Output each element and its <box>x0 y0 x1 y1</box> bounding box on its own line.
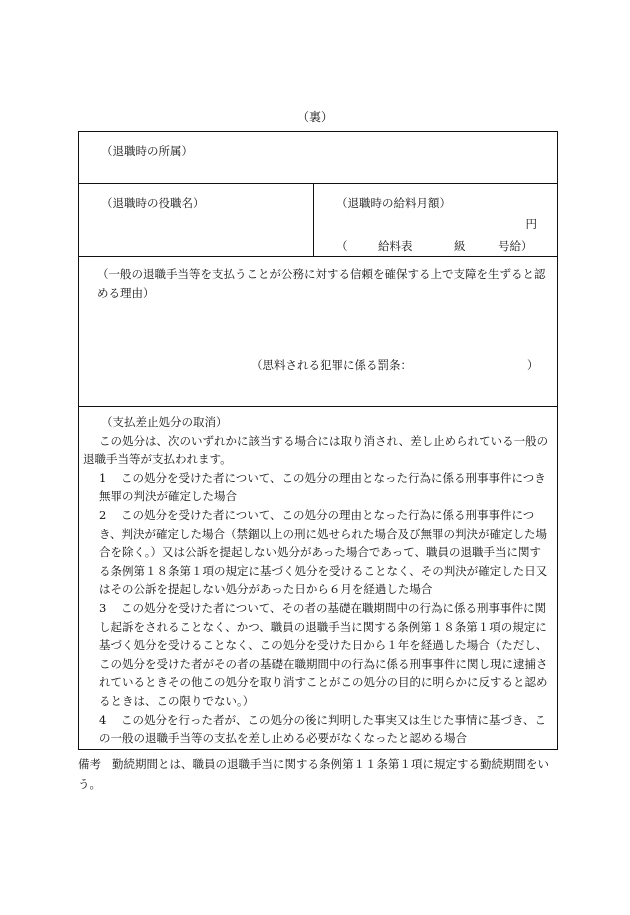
cancellation-intro: この処分は、次のいずれかに該当する場合には取り消され、差し止められている一般の退職手当等が支払われます。 <box>83 433 549 467</box>
remarks-note <box>78 754 558 794</box>
page-side-label: （裏） <box>296 110 333 124</box>
salary-label: （退職時の給料月額） <box>336 196 451 210</box>
position-salary-row <box>79 184 557 257</box>
penal-clause-close: ） <box>527 358 539 372</box>
item-text: この処分を受けた者について、この処分の理由となった行為に係る刑事事件につき、判決が確定した場合（禁錮以上の刑に処せられた場合及び無罪の判決が確定した場合を除く。）又は公訴を提起しない処分があった場合であって、職員の退職手当に関する条例第１８条第１項の規定に基づく処分を受けることなく、その判決が確定した日又はその公訴を提起しない処分があった日から６月を経過した場合 <box>99 507 548 597</box>
salary-cell <box>314 184 557 256</box>
cancellation-item-2 <box>83 506 551 599</box>
remarks-text: 勤続期間とは、職員の退職手当に関する条例第１１条第１項に規定する勤続期間をいう。 <box>78 757 549 791</box>
reason-label: （一般の退職手当等を支払うことが公務に対する信頼を確保する上で支障を生ずると認める理由） <box>97 267 546 300</box>
cancellation-row <box>79 407 557 749</box>
cancellation-item-3 <box>83 599 551 711</box>
cancellation-section <box>83 413 551 748</box>
notice-form <box>78 131 558 750</box>
reason-row <box>79 257 557 407</box>
item-number: 3 <box>99 600 107 615</box>
affiliation-row <box>79 132 557 184</box>
item-text: この処分を受けた者について、その者の基礎在職期間中の行為に係る刑事事件に関し起訴をされることなく、かつ、職員の退職手当に関する条例第１８条第１項の規定に基づく処分を受けることなく、この処分を受けた日から１年を経過した場合（ただし、この処分を受けた者がその者の基礎在職期間中の行為に係る刑事事件に関し現に逮捕されているときその他この処分を取り消すことがこの処分の目的に明らかに反すると認めるときは、この限りでない。） <box>99 600 548 708</box>
grade-open-paren: （ <box>336 239 348 253</box>
remarks-tag: 備考 <box>78 757 101 771</box>
item-number: 2 <box>99 507 107 522</box>
penal-clause-label: （思料される犯罪に係る罰条： <box>251 358 412 372</box>
step-label: 号給） <box>498 239 533 253</box>
item-number: 1 <box>99 470 107 485</box>
class-label: 級 <box>454 239 466 253</box>
position-cell <box>79 184 314 256</box>
cancellation-item-1 <box>83 469 551 506</box>
item-text: この処分を行った者が、この処分の後に判明した事実又は生じた事情に基づき、この一般の退職手当等の支払を差し止める必要がなくなったと認める場合 <box>99 712 547 746</box>
position-label: （退職時の役職名） <box>101 196 205 210</box>
yen-unit: 円 <box>525 217 537 231</box>
item-number: 4 <box>99 712 107 727</box>
salary-table-label: 給料表 <box>378 239 413 253</box>
item-text: この処分を受けた者について、この処分の理由となった行為に係る刑事事件につき無罪の判決が確定した場合 <box>99 470 546 504</box>
cancellation-item-4 <box>83 711 551 748</box>
affiliation-label: （退職時の所属） <box>101 144 193 158</box>
cancellation-title: （支払差止処分の取消） <box>101 415 228 429</box>
